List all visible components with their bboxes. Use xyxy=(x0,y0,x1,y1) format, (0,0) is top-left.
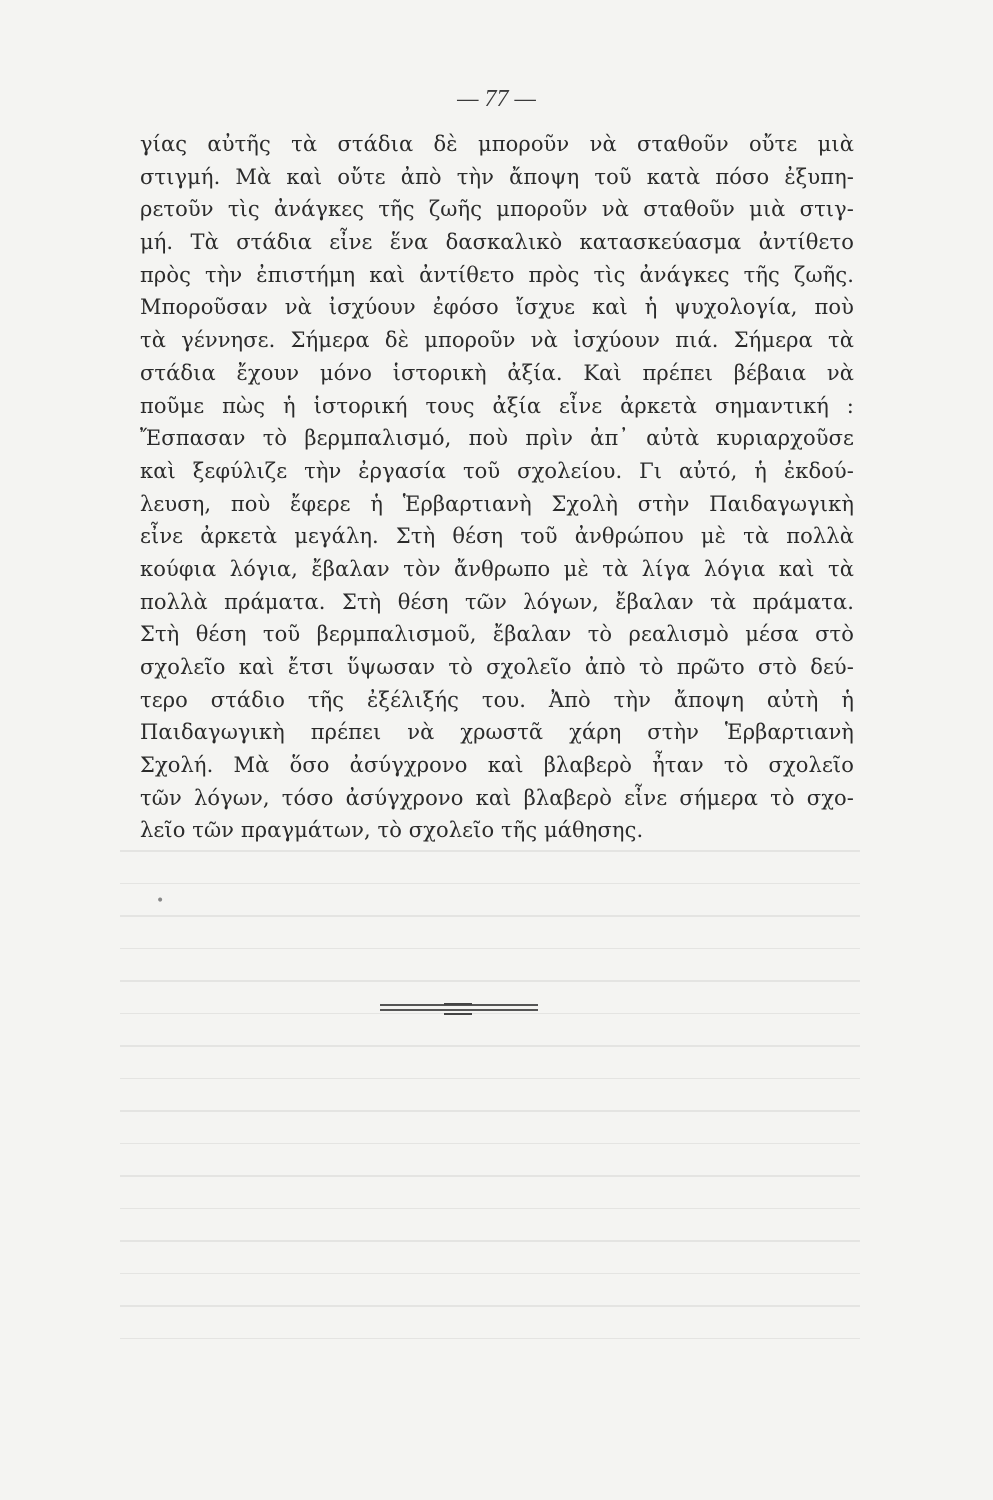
text-line: σχολεῖο καὶ ἔτσι ὕψωσαν τὸ σχολεῖο ἀπὸ τὸ πρῶτο στὸ δεύ- xyxy=(140,655,854,679)
body-text xyxy=(140,128,854,847)
text-line: Παιδαγωγικὴ πρέπει νὰ χρωστᾶ χάρη στὴν Ἑρβαρτιανὴ xyxy=(140,720,854,745)
text-line: ρετοῦν τὶς ἀνάγκες τῆς ζωῆς μποροῦν νὰ σταθοῦν μιὰ στιγ- xyxy=(140,197,854,222)
text-line: λευση, ποὺ ἔφερε ἡ Ἑρβαρτιανὴ Σχολὴ στὴν Παιδαγωγικὴ xyxy=(140,491,854,516)
text-line: πολλὰ πράματα. Στὴ θέση τῶν λόγων, ἔβαλαν τὰ πράματα. xyxy=(140,589,854,614)
text-line: ποῦμε πὼς ἡ ἱστορική τους ἀξία εἶνε ἀρκετὰ σημαντική : xyxy=(140,393,854,418)
text-line: Σχολή. Μὰ ὅσο ἀσύγχρονο καὶ βλαβερὸ ἦταν τὸ σχολεῖο xyxy=(140,753,854,778)
text-line: τῶν λόγων, τόσο ἀσύγχρονο καὶ βλαβερὸ εἶνε σήμερα τὸ σχο- xyxy=(140,785,854,810)
text-line: Μποροῦσαν νὰ ἰσχύουν ἐφόσο ἴσχυε καὶ ἡ ψυχολογία, ποὺ xyxy=(140,295,854,320)
page-number: — 77 — xyxy=(457,86,536,112)
text-line: τὰ γέννησε. Σήμερα δὲ μποροῦν νὰ ἰσχύουν πιά. Σήμερα τὰ xyxy=(140,328,854,353)
text-line: τερο στάδιο τῆς ἐξέλιξής του. Ἀπὸ τὴν ἄποψη αὐτὴ ἡ xyxy=(140,687,854,712)
text-line: Ἔσπασαν τὸ βερμπαλισμό, ποὺ πρὶν ἀπ᾽ αὐτὰ κυριαρχοῦσε xyxy=(140,426,854,451)
text-line: μή. Τὰ στάδια εἶνε ἕνα δασκαλικὸ κατασκεύασμα ἀντίθετο xyxy=(140,230,854,255)
section-divider-ornament xyxy=(380,1003,538,1013)
text-line: καὶ ξεφύλιζε τὴν ἐργασία τοῦ σχολείου. Γι αὐτό, ἡ ἐκδού- xyxy=(140,458,854,483)
text-line: κούφια λόγια, ἔβαλαν τὸν ἄνθρωπο μὲ τὰ λίγα λόγια καὶ τὰ xyxy=(140,556,854,581)
text-line: στάδια ἔχουν μόνο ἱστορικὴ ἀξία. Καὶ πρέπει βέβαια νὰ xyxy=(140,360,854,385)
text-line: Στὴ θέση τοῦ βερμπαλισμοῦ, ἔβαλαν τὸ ρεαλισμὸ μέσα στὸ xyxy=(140,622,854,647)
text-line-last: λεῖο τῶν πραγμάτων, τὸ σχολεῖο τῆς μάθησης. xyxy=(140,818,644,843)
text-line: γίας αὐτῆς τὰ στάδια δὲ μποροῦν νὰ σταθοῦν οὔτε μιὰ xyxy=(140,132,854,156)
bleed-through-texture xyxy=(120,850,860,1410)
text-line: εἶνε ἀρκετὰ μεγάλη. Στὴ θέση τοῦ ἀνθρώπου μὲ τὰ πολλὰ xyxy=(140,524,854,549)
stray-mark-icon: • xyxy=(156,893,165,909)
text-line: πρὸς τὴν ἐπιστήμη καὶ ἀντίθετο πρὸς τὶς ἀνάγκες τῆς ζωῆς. xyxy=(140,262,854,287)
text-line: στιγμή. Μὰ καὶ οὔτε ἀπὸ τὴν ἄποψη τοῦ κατὰ πόσο ἐξυπη- xyxy=(140,164,854,189)
